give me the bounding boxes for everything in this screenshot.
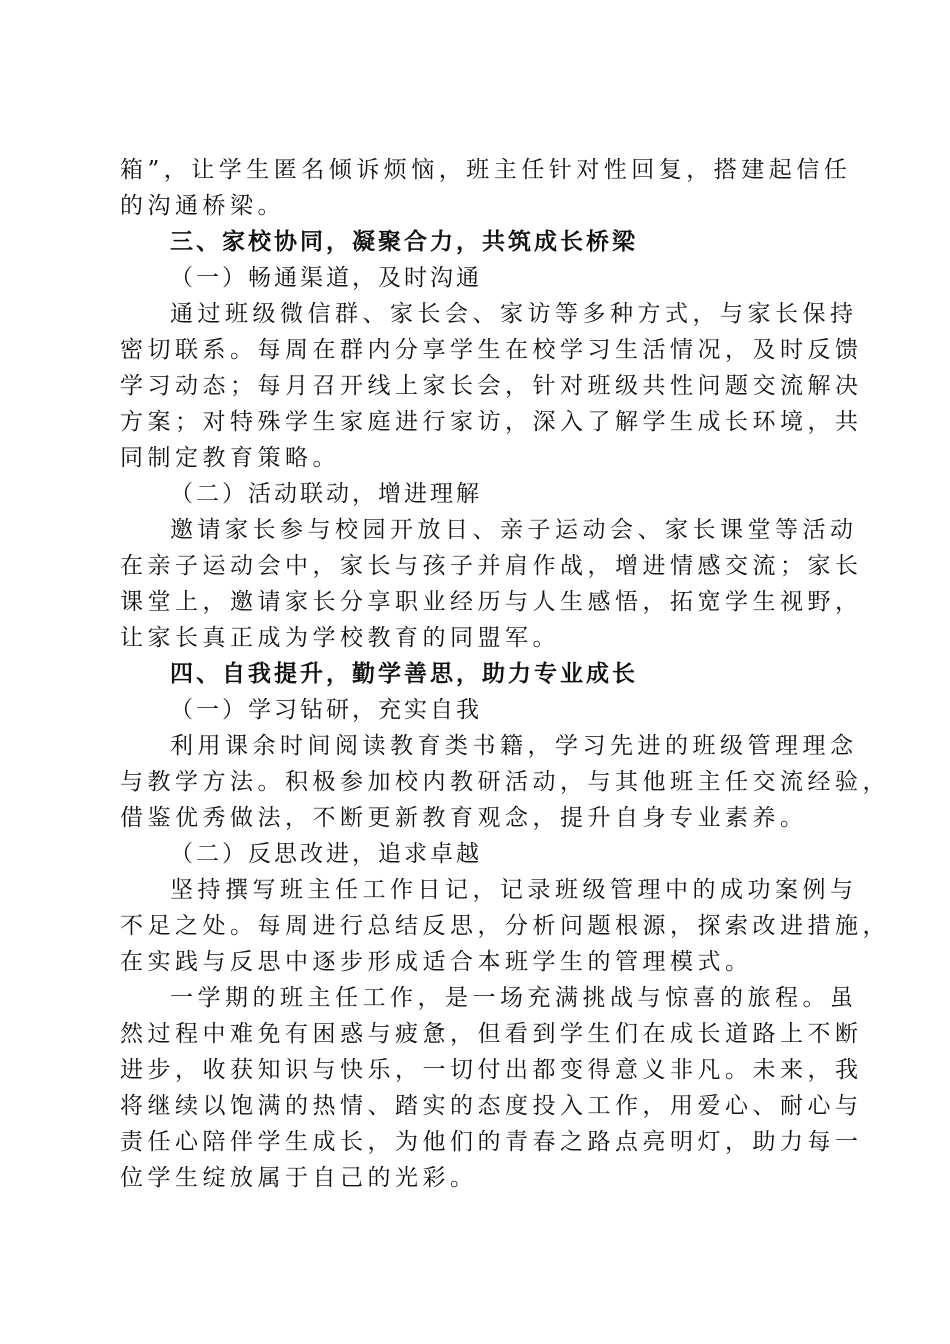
paragraph-line: 一学期的班主任工作，是一场充满挑战与惊喜的旅程。虽 [170, 985, 858, 1011]
paragraph-line: 责任心陪伴学生成长，为他们的青春之路点亮明灯，助力每一 [120, 1129, 863, 1155]
section-heading: 三、家校协同，凝聚合力，共筑成长桥梁 [170, 229, 638, 255]
subsection-heading: （一）学习钻研，充实自我 [170, 697, 482, 723]
paragraph-line: 借鉴优秀做法，不断更新教育观念，提升自身专业素养。 [120, 805, 808, 831]
paragraph-line: 利用课余时间阅读教育类书籍，学习先进的班级管理理念 [170, 733, 858, 759]
paragraph-line: 不足之处。每周进行总结反思，分析问题根源，探索改进措施， [120, 913, 890, 939]
subsection-heading: （一）畅通渠道，及时沟通 [170, 265, 482, 291]
paragraph-line: 的沟通桥梁。 [120, 193, 285, 219]
paragraph-line: 进步，收获知识与快乐，一切付出都变得意义非凡。未来，我 [120, 1057, 863, 1083]
paragraph-line: 同制定教育策略。 [120, 445, 340, 471]
section-heading: 四、自我提升，勤学善思，助力专业成长 [170, 661, 638, 687]
paragraph-line: 密切联系。每周在群内分享学生在校学习生活情况，及时反馈 [120, 337, 863, 363]
paragraph-line: 在实践与反思中逐步形成适合本班学生的管理模式。 [120, 949, 753, 975]
paragraph-line: 位学生绽放属于自己的光彩。 [120, 1165, 478, 1191]
paragraph-line: 与教学方法。积极参加校内教研活动，与其他班主任交流经验， [120, 769, 890, 795]
paragraph-line: 然过程中难免有困惑与疲惫，但看到学生们在成长道路上不断 [120, 1021, 863, 1047]
paragraph-line: 通过班级微信群、家长会、家访等多种方式，与家长保持 [170, 301, 858, 327]
paragraph-line: 邀请家长参与校园开放日、亲子运动会、家长课堂等活动 [170, 517, 858, 543]
subsection-heading: （二）反思改进，追求卓越 [170, 841, 482, 867]
subsection-heading: （二）活动联动，增进理解 [170, 481, 482, 507]
paragraph-line: 将继续以饱满的热情、踏实的态度投入工作，用爱心、耐心与 [120, 1093, 863, 1119]
paragraph-line: 方案；对特殊学生家庭进行家访，深入了解学生成长环境，共 [120, 409, 863, 435]
paragraph-line: 箱”，让学生匿名倾诉烦恼，班主任针对性回复，搭建起信任 [120, 157, 852, 183]
paragraph-line: 在亲子运动会中，家长与孩子并肩作战，增进情感交流；家长 [120, 553, 863, 579]
paragraph-line: 课堂上，邀请家长分享职业经历与人生感悟，拓宽学生视野， [120, 589, 863, 615]
paragraph-line: 坚持撰写班主任工作日记，记录班级管理中的成功案例与 [170, 877, 858, 903]
paragraph-line: 让家长真正成为学校教育的同盟军。 [120, 625, 560, 651]
paragraph-line: 学习动态；每月召开线上家长会，针对班级共性问题交流解决 [120, 373, 863, 399]
